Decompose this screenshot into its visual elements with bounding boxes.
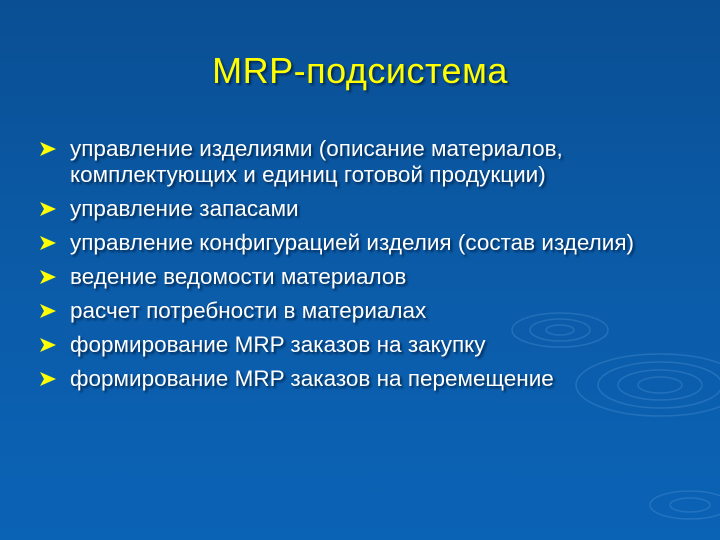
bullet-text: формирование MRP заказов на перемещение — [70, 366, 554, 391]
arrowhead-icon — [40, 338, 56, 352]
arrowhead-icon — [40, 372, 56, 386]
bullet-list — [40, 136, 690, 400]
bullet-item — [40, 230, 690, 256]
arrowhead-icon — [40, 236, 56, 250]
slide-title: MRP-подсистема — [212, 50, 508, 91]
arrowhead-icon — [40, 142, 56, 156]
arrowhead-icon — [40, 304, 56, 318]
bullet-item — [40, 136, 690, 188]
bullet-text: управление изделиями (описание материалов, комплектующих и единиц готовой продукции) — [70, 136, 563, 187]
bullet-item — [40, 332, 690, 358]
bullet-item — [40, 196, 690, 222]
arrowhead-icon — [40, 270, 56, 284]
bullet-text: ведение ведомости материалов — [70, 264, 407, 289]
bullet-text: расчет потребности в материалах — [70, 298, 427, 323]
arrowhead-icon — [40, 202, 56, 216]
bullet-item — [40, 298, 690, 324]
bullet-text: формирование MRP заказов на закупку — [70, 332, 486, 357]
bullet-item — [40, 366, 690, 392]
bullet-item — [40, 264, 690, 290]
bullet-text: управление конфигурацией изделия (состав изделия) — [70, 230, 635, 255]
bullet-text: управление запасами — [70, 196, 299, 221]
